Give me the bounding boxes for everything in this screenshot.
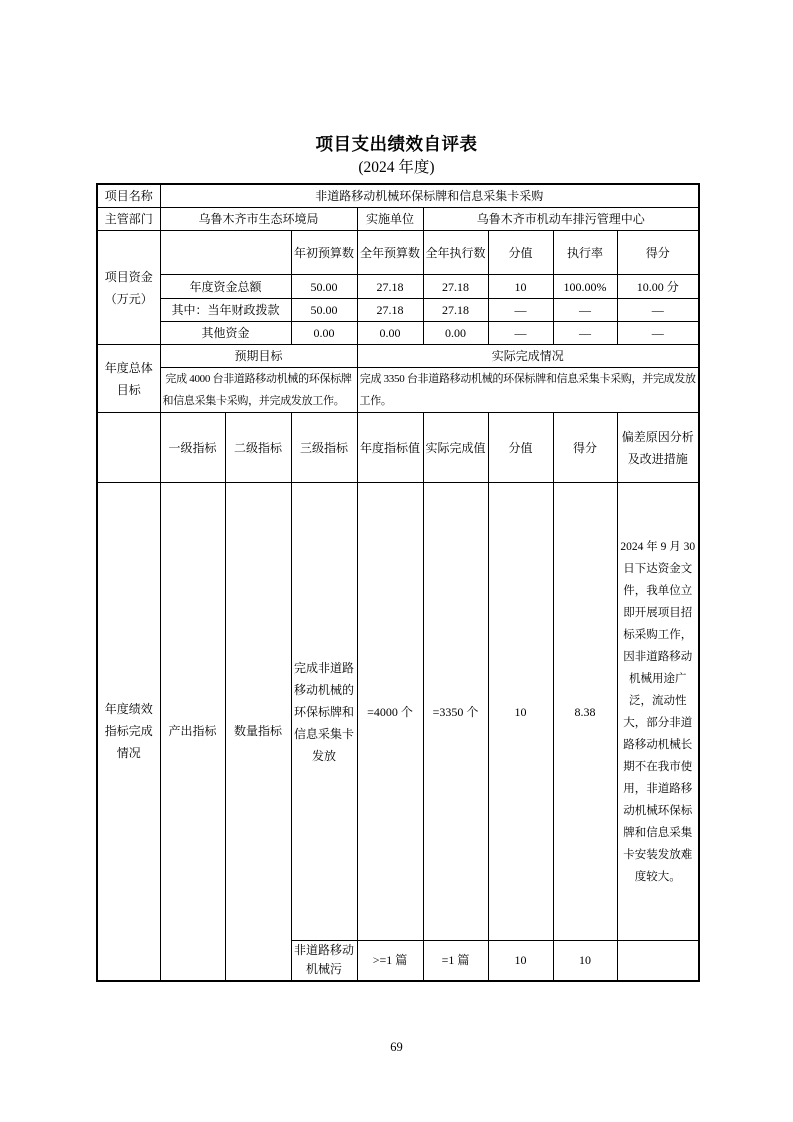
level3-indicator-text: 完成非道路移动机械的环保标牌和信息采集卡发放 xyxy=(291,483,357,941)
header-annual-budget: 全年预算数 xyxy=(357,231,423,275)
indicator-score-points-value: 10 xyxy=(488,483,553,941)
header-initial-budget: 年初预算数 xyxy=(291,231,357,275)
performance-section-label: 年度绩效指标完成情况 xyxy=(97,483,160,981)
actual-completion-value: =3350 个 xyxy=(423,483,488,941)
header-level2-indicator: 二级指标 xyxy=(225,413,291,483)
self-evaluation-table xyxy=(96,183,700,982)
deviation-analysis-text: 2024 年 9 月 30 日下达资金文件，我单位立即开展项目招标采购工作，因非道路移动机械用途广泛，流动性大，部分非道路移动机械长期不在我市使用，非道路移动机械环保标牌和信息采集卡安装发放难度较大。 xyxy=(617,483,699,941)
actual-completion-text: 完成 3350 台非道路移动机械的环保标牌和信息采集卡采购，并完成发放工作。 xyxy=(357,368,699,413)
funds-blank-cell xyxy=(160,231,291,275)
indicator-row xyxy=(97,483,699,941)
project-funds-label: 项目资金（万元） xyxy=(97,231,160,345)
header-score: 得分 xyxy=(617,231,699,275)
indicator-score-value: 10 xyxy=(553,941,617,981)
header-annual-execution: 全年执行数 xyxy=(423,231,488,275)
funds-row-label: 其中：当年财政拨款 xyxy=(160,299,291,322)
level1-indicator-value: 产出指标 xyxy=(160,483,225,981)
header-actual-completion-value: 实际完成值 xyxy=(423,413,488,483)
header-annual-indicator-value: 年度指标值 xyxy=(357,413,423,483)
execution-rate-value: — xyxy=(553,322,617,345)
header-execution-rate: 执行率 xyxy=(553,231,617,275)
header-score-points: 分值 xyxy=(488,231,553,275)
initial-budget-value: 50.00 xyxy=(291,299,357,322)
indicator-score-value: 8.38 xyxy=(553,483,617,941)
supervisor-dept-label: 主管部门 xyxy=(97,208,160,231)
implementing-unit-label: 实施单位 xyxy=(357,208,423,231)
goal-content-row xyxy=(97,368,699,413)
project-name-row xyxy=(97,184,699,208)
annual-budget-value: 27.18 xyxy=(357,299,423,322)
score-points-value: — xyxy=(488,299,553,322)
page-title: 项目支出绩效自评表 xyxy=(315,134,478,154)
initial-budget-value: 50.00 xyxy=(291,275,357,299)
implementing-unit-value: 乌鲁木齐市机动车排污管理中心 xyxy=(423,208,699,231)
funds-row-label: 其他资金 xyxy=(160,322,291,345)
funds-row-label: 年度资金总额 xyxy=(160,275,291,299)
score-value: — xyxy=(617,322,699,345)
initial-budget-value: 0.00 xyxy=(291,322,357,345)
goal-header-row xyxy=(97,345,699,368)
annual-execution-value: 27.18 xyxy=(423,299,488,322)
funds-header-row xyxy=(97,231,699,275)
project-name-label: 项目名称 xyxy=(97,184,160,208)
expected-goal-header: 预期目标 xyxy=(160,345,357,368)
actual-completion-value: =1 篇 xyxy=(423,941,488,981)
page-subtitle: (2024 年度) xyxy=(358,159,435,176)
score-points-value: 10 xyxy=(488,275,553,299)
execution-rate-value: 100.00% xyxy=(553,275,617,299)
actual-completion-header: 实际完成情况 xyxy=(357,345,699,368)
department-row xyxy=(97,208,699,231)
indicator-blank-cell xyxy=(97,413,160,483)
funds-fiscal-row xyxy=(97,299,699,322)
level2-indicator-value: 数量指标 xyxy=(225,483,291,981)
annual-indicator-value: =4000 个 xyxy=(357,483,423,941)
score-value: 10.00 分 xyxy=(617,275,699,299)
funds-total-row xyxy=(97,275,699,299)
deviation-empty-cell xyxy=(617,941,699,981)
annual-budget-value: 27.18 xyxy=(357,275,423,299)
header-indicator-score: 得分 xyxy=(553,413,617,483)
header-indicator-score-points: 分值 xyxy=(488,413,553,483)
annual-execution-value: 0.00 xyxy=(423,322,488,345)
score-value: — xyxy=(617,299,699,322)
funds-other-row xyxy=(97,322,699,345)
page-number: 69 xyxy=(390,1040,403,1054)
score-points-value: — xyxy=(488,322,553,345)
header-level3-indicator: 三级指标 xyxy=(291,413,357,483)
header-level1-indicator: 一级指标 xyxy=(160,413,225,483)
expected-goal-text: 完成 4000 台非道路移动机械的环保标牌和信息采集卡采购，并完成发放工作。 xyxy=(160,368,357,413)
indicator-score-points-value: 10 xyxy=(488,941,553,981)
project-name-value: 非道路移动机械环保标牌和信息采集卡采购 xyxy=(160,184,699,208)
supervisor-dept-value: 乌鲁木齐市生态环境局 xyxy=(160,208,357,231)
annual-goal-label: 年度总体目标 xyxy=(97,345,160,413)
execution-rate-value: — xyxy=(553,299,617,322)
annual-budget-value: 0.00 xyxy=(357,322,423,345)
level3-indicator-text: 非道路移动机械污 xyxy=(291,941,357,981)
header-deviation-analysis: 偏差原因分析及改进措施 xyxy=(617,413,699,483)
indicator-header-row xyxy=(97,413,699,483)
annual-indicator-value: >=1 篇 xyxy=(357,941,423,981)
annual-execution-value: 27.18 xyxy=(423,275,488,299)
